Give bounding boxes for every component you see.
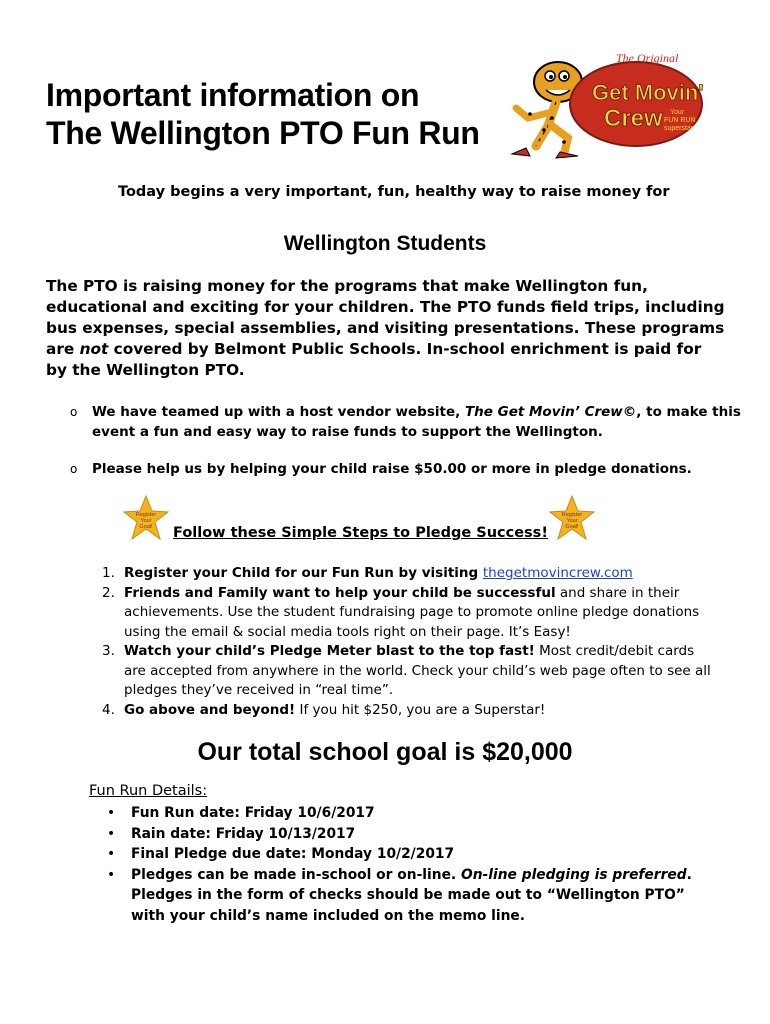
register-goal-star-icon <box>549 495 595 541</box>
paragraph-part-1: The PTO is raising money for the programs that make Wellington fun, educational and exciting for your children. The PTO funds field trips, including bus expenses, special assemblies, and visiting presentations. These programs are <box>46 277 725 358</box>
logo-tagline-1: Your <box>670 109 685 116</box>
bullet-marker: o <box>70 462 78 476</box>
intro-text: Today begins a very important, fun, healthy way to raise money for <box>118 184 670 200</box>
step-text: and share in their achievements. Use the student fundraising page to promote online pledge donations using the email & social media tools right on their page. It’s Easy! <box>124 584 700 640</box>
goal-heading: Our total school goal is $20,000 <box>197 738 573 766</box>
svg-text:Your: Your <box>566 518 578 524</box>
svg-text:Register: Register <box>561 512 583 518</box>
step-lead: Go above and beyond! <box>124 701 296 718</box>
details-list <box>107 803 721 926</box>
bullet-dot: • <box>107 846 116 862</box>
bullet-dot: • <box>107 825 116 842</box>
page-title <box>46 76 480 152</box>
pledge-due-date: Final Pledge due date: Monday 10/2/2017 <box>131 846 455 862</box>
detail-item <box>107 824 721 845</box>
fun-run-date: Fun Run date: Friday 10/6/2017 <box>131 805 375 821</box>
detail-item <box>107 865 721 927</box>
pledge-method-a: Pledges can be made in-school or on-line. <box>131 866 461 883</box>
bullet-marker: o <box>70 405 78 419</box>
step-item <box>102 584 714 643</box>
rain-date: Rain date: Friday 10/13/2017 <box>131 825 356 842</box>
step-lead: Watch your child’s Pledge Meter blast to the top fast! <box>124 643 535 659</box>
step-text: Most credit/debit cards are accepted from anywhere in the world. Check your child’s web page often to see all pledges they’ve received in “real time”. <box>124 643 711 698</box>
logo-brand-line-1: Get Movin' <box>592 80 704 105</box>
logo-brand-line-2: Crew <box>604 105 663 132</box>
paragraph-part-2: covered by Belmont Public Schools. In-school enrichment is paid for by the Wellington PTO. <box>46 340 702 379</box>
step-number: 1. <box>102 565 115 581</box>
vendor-link[interactable]: thegetmovincrew.com <box>482 565 633 581</box>
step-number: 2. <box>102 584 115 601</box>
pto-paragraph <box>46 276 726 381</box>
svg-text:Your: Your <box>140 518 152 524</box>
bullet-dot: • <box>107 866 116 883</box>
step-text: If you hit $250, you are a Superstar! <box>295 701 546 718</box>
step-item <box>102 642 714 701</box>
bullet-dot: • <box>107 805 116 821</box>
logo-tagline-3: superstar <box>664 125 694 132</box>
pledge-method-b: . Pledges in the form of checks should be made out to “Wellington PTO” with your child’s name included on the memo line. <box>131 866 692 924</box>
logo-tagline-2: FUN RUN <box>664 117 696 124</box>
vendor-bullet-text-b: , to make this event a fun and easy way to raise funds to support the Wellington. <box>92 404 741 440</box>
students-heading: Wellington Students <box>283 232 487 255</box>
vendor-name: The Get Movin’ Crew© <box>464 404 637 420</box>
details-heading: Fun Run Details: <box>89 783 208 799</box>
vendor-bullet-text-a: We have teamed up with a host vendor website, <box>92 404 465 420</box>
logo-top-text: The Original <box>616 51 679 65</box>
step-lead: Friends and Family want to help your child be successful <box>124 584 556 601</box>
steps-list <box>102 564 714 720</box>
svg-text:Goal!: Goal! <box>565 524 579 530</box>
pledge-goal-bullet <box>70 459 742 479</box>
detail-item <box>107 844 721 865</box>
step-number: 3. <box>102 643 115 659</box>
step-number: 4. <box>102 701 115 718</box>
title-line-1: Important information on <box>46 77 420 113</box>
pledge-method-emphasis: On-line pledging is preferred <box>460 866 687 883</box>
svg-text:Register: Register <box>135 512 157 518</box>
step-lead: Register your Child for our Fun Run by visiting <box>124 565 483 581</box>
pledge-goal-text: Please help us by helping your child raise $50.00 or more in pledge donations. <box>92 461 692 477</box>
register-goal-star-icon <box>123 495 169 541</box>
svg-text:Goal!: Goal! <box>139 524 153 530</box>
steps-heading: Follow these Simple Steps to Pledge Success! <box>173 525 548 541</box>
title-line-2: The Wellington PTO Fun Run <box>46 115 480 151</box>
step-item <box>102 701 714 721</box>
step-item <box>102 564 714 584</box>
get-movin-crew-logo <box>508 42 708 160</box>
detail-item <box>107 803 721 824</box>
paragraph-emphasis: not <box>79 340 109 358</box>
vendor-bullet <box>70 402 742 442</box>
